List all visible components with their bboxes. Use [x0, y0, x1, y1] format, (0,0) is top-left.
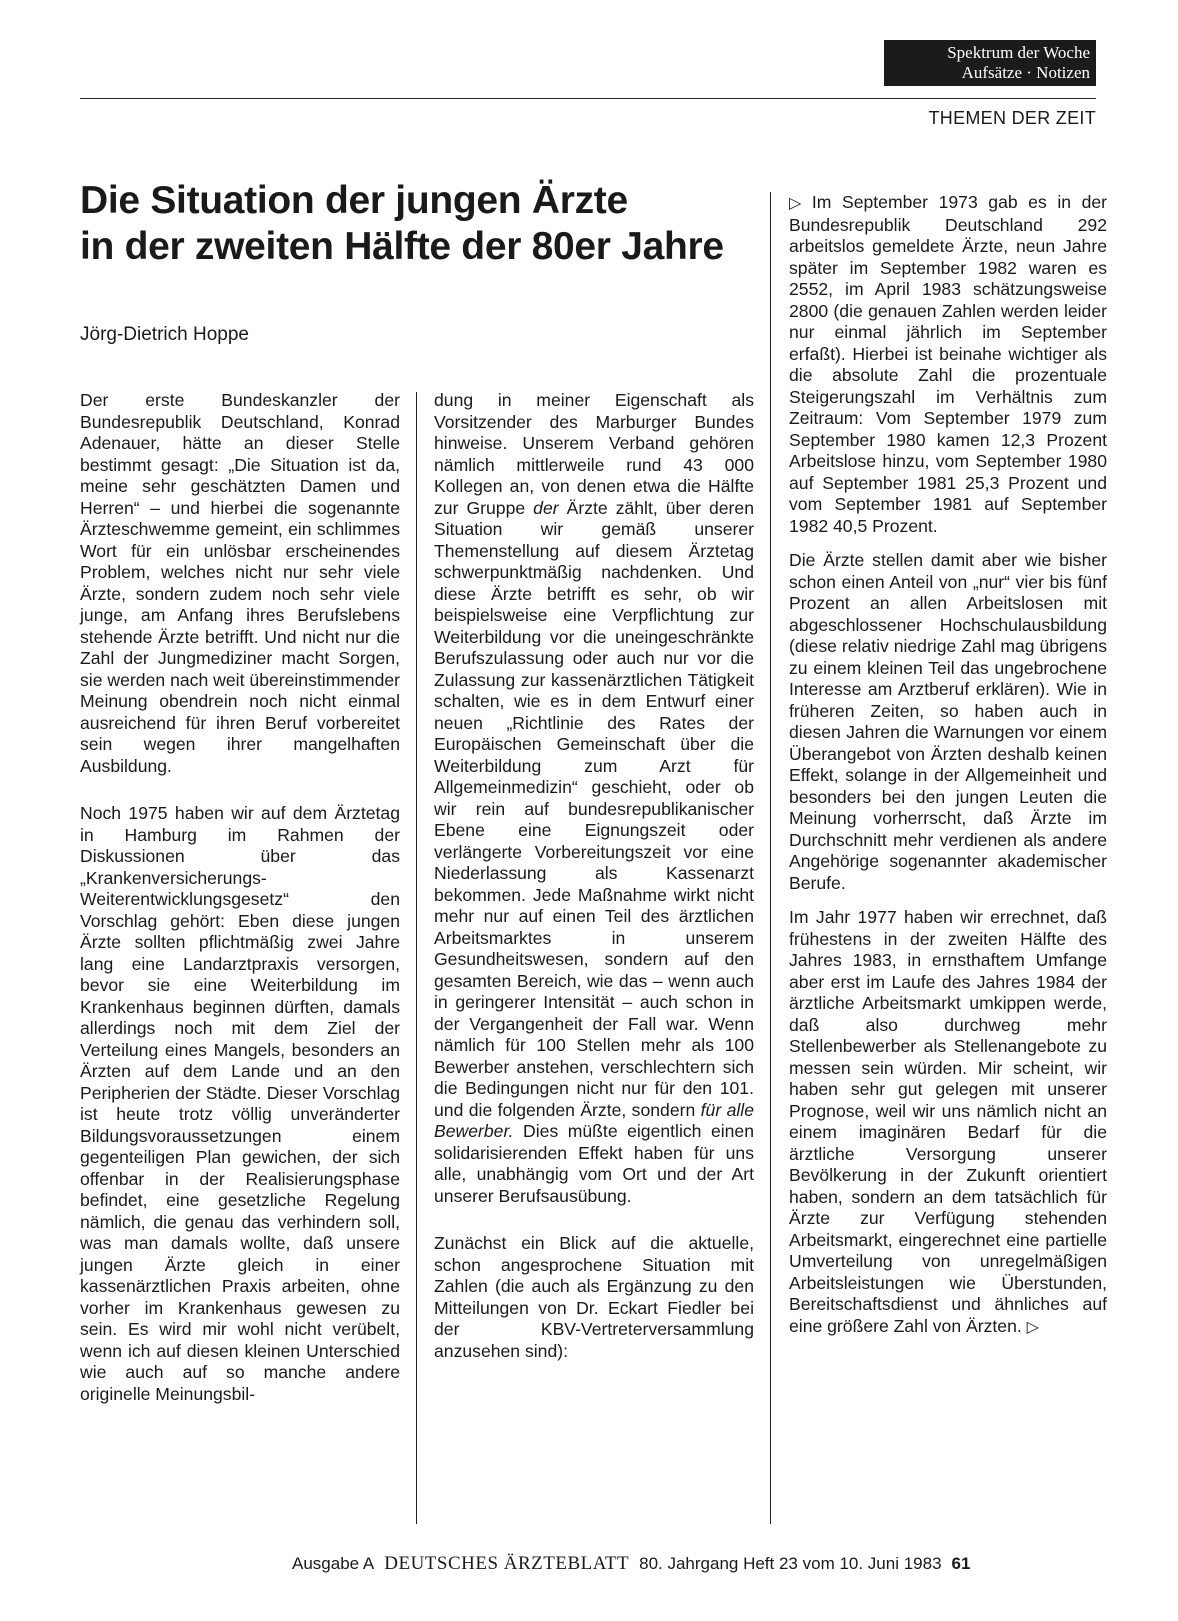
- column-divider: [416, 392, 417, 1524]
- page-number: 61: [951, 1554, 971, 1573]
- paragraph: [434, 390, 754, 1207]
- article-title: [80, 178, 780, 270]
- paragraph: Noch 1975 haben wir auf dem Ärztetag in Hamburg im Rahmen der Diskussionen über das „Krankenversicherungs-Weiterentwicklungsgesetz“ den Vorschlag gehört: Eben diese jungen Ärzte sollten pflichtmäßig zwei Jahre lang eine Landarztpraxis versorgen, bevor sie eine Weiterbildung im Krankenhaus beginnen dürften, damals allerdings noch mit dem Ziel der Verteilung eines Mangels, besonders an Ärzten auf dem Lande und an den Peripherien der Städte. Dieser Vorschlag ist heute trotz völlig unveränderter Bildungsvoraussetzungen einem gegenteiligen Plan gewichen, der sich offenbar in der Realisierungsphase befindet, eine gesetzliche Regelung nämlich, die genau das verhindern soll, was man damals wollte, daß unsere jungen Ärzte gleich in einer kassenärztlichen Praxis arbeiten, ohne vorher im Krankenhaus gewesen zu sein. Es wird mir wohl nicht verübelt, wenn ich auf diesen kleinen Unterschied wie auch auf so manche andere originelle Meinungsbil-: [80, 803, 400, 1404]
- column-2: [434, 390, 754, 1388]
- text-run: dung in meiner Eigenschaft als Vorsitzender des Marburger Bundes hinweise. Unserem Verband gehören nämlich mittlerweile rund 43 000 Kollegen an, von denen etwa die Hälfte zur Gruppe: [434, 390, 754, 518]
- journal-masthead: DEUTSCHES ÄRZTEBLATT: [384, 1553, 630, 1574]
- column-1: [80, 390, 400, 1431]
- author-name: Jörg-Dietrich Hoppe: [80, 324, 249, 345]
- title-line-1: Die Situation der jungen Ärzte: [80, 179, 628, 222]
- text-run: Dies müßte eigentlich einen solidarisierenden Effekt haben für uns alle, unabhängig vom Ort und der Art unserer Berufsausübung.: [434, 1121, 754, 1206]
- section-badge: [884, 40, 1096, 86]
- badge-line-1: Spektrum der Woche: [947, 43, 1090, 62]
- header-rule: [80, 98, 1096, 99]
- text-run: Im September 1973 gab es in der Bundesrepublik Deutschland 292 arbeitslos gemeldete Ärzte, neun Jahre später im September 1982 waren es 2552, im April 1983 schätzungsweise 2800 (die genauen Zahlen werden leider nur einmal jährlich im September erfaßt). Hierbei ist beinahe wichtiger als die absolute Zahl die prozentuale Steigerungszahl im Verhältnis zum Zeitraum: Vom September 1979 zum September 1980 kamen 12,3 Prozent Arbeitslose hinzu, vom September 1980 auf September 1981 25,3 Prozent und vom September 1981 auf September 1982 40,5 Prozent.: [789, 192, 1107, 536]
- continue-triangle-icon: ▷: [1026, 1318, 1039, 1336]
- text-run: Ärzte zählt, über deren Situation wir gemäß unserer Themenstellung auf diesem Ärztetag schwerpunktmäßig nachdenken. Und diese Ärzte betrifft es sehr, ob wir beispielsweise eine Verpflichtung zur Weiterbildung vor die uneingeschränkte Berufszulassung oder auch nur vor die Zulassung zur kassenärztlichen Tätigkeit schalten, wie es in dem Entwurf einer neuen „Richtlinie des Rates der Europäischen Gemeinschaft über die Weiterbildung zum Arzt für Allgemeinmedizin“ geschieht, oder ob wir rein auf bundesrepublikanischer Ebene eine Eignungszeit oder verlängerte Vorbereitungszeit vor eine Niederlassung als Kassenarzt bekommen. Jede Maßnahme wirkt nicht mehr nur auf einen Teil des ärztlichen Arbeitsmarktes in unserem Gesundheitswesen, sondern auf den gesamten Bereich, wie das – wenn auch in geringerer Intensität – auch schon in der Vergangenheit der Fall war. Wenn nämlich für 100 Stellen mehr als 100 Bewerber anstehen, verschlechtern sich die Bedingungen nicht nur für den 101. und die folgenden Ärzte, sondern: [434, 497, 754, 1120]
- page-footer: [292, 1553, 970, 1575]
- paragraph: Die Ärzte stellen damit aber wie bisher schon einen Anteil von „nur“ vier bis fünf Prozent an allen Arbeitslosen mit abgeschlossener Hochschulausbildung (diese relativ niedrige Zahl mag übrigens zu einem kleinen Teil das ungebrochene Interesse am Arztberuf erklären). Wie in früheren Zeiten, so haben auch in diesen Jahren die Warnungen vor einem Überangebot von Ärzten deshalb keinen Effekt, solange in der Allgemeinheit und besonders bei den jungen Leuten die Meinung vorherrscht, daß Ärzte im Durchschnitt mehr verdienen als andere Angehörige sogenannter akademischer Berufe.: [789, 550, 1107, 893]
- column-divider: [770, 192, 771, 1524]
- paragraph: [789, 907, 1107, 1338]
- column-3: [789, 192, 1107, 1351]
- bullet-triangle-icon: ▷: [789, 195, 802, 212]
- edition-label: Ausgabe A: [292, 1554, 375, 1573]
- text-run: Im Jahr 1977 haben wir errechnet, daß frühestens in der zweiten Hälfte des Jahres 1983, in ernsthaftem Umfange aber erst im Laufe des Jahres 1984 der ärztliche Arbeitsmarkt umkippen werde, daß also durchweg mehr Stellenbewerber als Stellenangebote zu messen sein würden. Mir scheint, wir haben sehr gut gelegen mit unserer Prognose, weil wir uns nämlich nicht an einem imaginären Bedarf für die ärztliche Versorgung unserer Bevölkerung in der Zukunft orientiert haben, sondern an dem tatsächlich für Ärzte zur Verfügung stehenden Arbeitsmarkt, eingerechnet eine partielle Umverteilung von unregelmäßigen Arbeitsleistungen wie Überstunden, Bereitschaftsdienst und ähnliches auf eine größere Zahl von Ärzten.: [789, 907, 1107, 1336]
- emphasis: für alle Bewerber.: [434, 1099, 754, 1141]
- title-line-2: in der zweiten Hälfte der 80er Jahre: [80, 225, 724, 268]
- badge-line-2: Aufsätze · Notizen: [961, 63, 1090, 82]
- paragraph: Der erste Bundeskanzler der Bundesrepublik Deutschland, Konrad Adenauer, hätte an dieser Stelle bestimmt gesagt: „Die Situation ist da, meine sehr geschätzten Damen und Herren“ – und hierbei die sogenannte Ärzteschwemme gemeint, ein schlimmes Wort für ein unlösbar erscheinendes Problem, welches nicht nur sehr viele Ärzte, sondern zudem noch sehr viele junge, am Anfang ihres Berufslebens stehende Ärzte betrifft. Und nicht nur die Zahl der Jungmediziner macht Sorgen, sie werden nach weit übereinstimmender Meinung obendrein noch nicht einmal ausreichend für ihren Beruf vorbereitet sein wegen ihrer mangelhaften Ausbildung.: [80, 390, 400, 776]
- issue-info: 80. Jahrgang Heft 23 vom 10. Juni 1983: [639, 1554, 942, 1573]
- paragraph: Zunächst ein Blick auf die aktuelle, schon angesprochene Situation mit Zahlen (die auch als Ergänzung zu den Mitteilungen von Dr. Eckart Fiedler bei der KBV-Vertreterversammlung anzusehen sind):: [434, 1233, 754, 1361]
- emphasis: der: [533, 497, 559, 518]
- section-label: THEMEN DER ZEIT: [928, 108, 1096, 128]
- paragraph: [789, 192, 1107, 537]
